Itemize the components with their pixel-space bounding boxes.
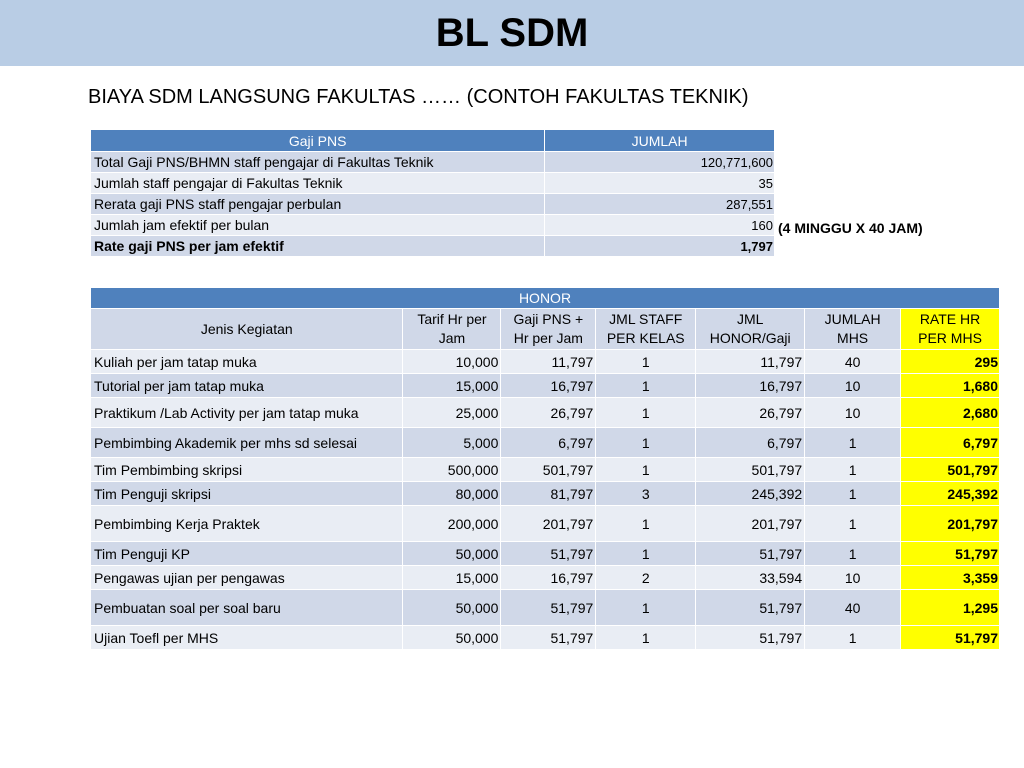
table-header-row (91, 309, 1000, 350)
jml-staff-cell: 1 (596, 458, 696, 482)
rate-cell: 6,797 (901, 428, 1000, 458)
jml-staff-cell: 1 (596, 428, 696, 458)
column-header-gaji-hr: Gaji PNS + Hr per Jam (501, 309, 596, 350)
column-header-rate: RATE HR PER MHS (901, 309, 1000, 350)
gaji-hr-cell: 16,797 (501, 374, 596, 398)
table-row (91, 458, 1000, 482)
kegiatan-cell: Tim Pembimbing skripsi (91, 458, 403, 482)
table-row (91, 194, 775, 215)
tarif-cell: 50,000 (403, 590, 501, 626)
kegiatan-cell: Kuliah per jam tatap muka (91, 350, 403, 374)
jml-staff-cell: 1 (596, 350, 696, 374)
jml-honor-cell: 16,797 (696, 374, 805, 398)
jumlah-mhs-cell: 40 (805, 590, 901, 626)
jumlah-mhs-cell: 10 (805, 566, 901, 590)
rate-cell: 3,359 (901, 566, 1000, 590)
jumlah-mhs-cell: 40 (805, 350, 901, 374)
slide-subtitle: BIAYA SDM LANGSUNG FAKULTAS …… (CONTOH FAKULTAS TEKNIK) (88, 86, 749, 108)
column-header-jenis-kegiatan: Jenis Kegiatan (91, 309, 403, 350)
slide-title: BL SDM (435, 10, 589, 55)
jml-staff-cell: 2 (596, 566, 696, 590)
kegiatan-cell: Pembimbing Akademik per mhs sd selesai (91, 428, 403, 458)
table-row (91, 215, 775, 236)
jumlah-mhs-cell: 1 (805, 458, 901, 482)
row-label: Rate gaji PNS per jam efektif (91, 236, 545, 257)
column-header-jumlah: JUMLAH (545, 130, 775, 152)
table-row (91, 566, 1000, 590)
jml-honor-cell: 11,797 (696, 350, 805, 374)
gaji-hr-cell: 201,797 (501, 506, 596, 542)
jml-staff-cell: 1 (596, 506, 696, 542)
row-value: 160 (545, 215, 775, 236)
jumlah-mhs-cell: 1 (805, 542, 901, 566)
table-row (91, 542, 1000, 566)
kegiatan-cell: Pembuatan soal per soal baru (91, 590, 403, 626)
gaji-hr-cell: 26,797 (501, 398, 596, 428)
jml-honor-cell: 33,594 (696, 566, 805, 590)
gaji-hr-cell: 11,797 (501, 350, 596, 374)
tarif-cell: 5,000 (403, 428, 501, 458)
rate-cell: 51,797 (901, 542, 1000, 566)
kegiatan-cell: Praktikum /Lab Activity per jam tatap muka (91, 398, 403, 428)
gaji-hr-cell: 6,797 (501, 428, 596, 458)
rate-cell: 245,392 (901, 482, 1000, 506)
rate-cell: 501,797 (901, 458, 1000, 482)
rate-cell: 2,680 (901, 398, 1000, 428)
jml-honor-cell: 6,797 (696, 428, 805, 458)
row-value: 1,797 (545, 236, 775, 257)
jumlah-mhs-cell: 1 (805, 428, 901, 458)
tarif-cell: 80,000 (403, 482, 501, 506)
row-label: Total Gaji PNS/BHMN staff pengajar di Fakultas Teknik (91, 152, 545, 173)
kegiatan-cell: Pembimbing Kerja Praktek (91, 506, 403, 542)
tarif-cell: 15,000 (403, 374, 501, 398)
kegiatan-cell: Tim Penguji KP (91, 542, 403, 566)
jml-staff-cell: 3 (596, 482, 696, 506)
row-label: Jumlah staff pengajar di Fakultas Teknik (91, 173, 545, 194)
gaji-hr-cell: 81,797 (501, 482, 596, 506)
tarif-cell: 50,000 (403, 626, 501, 650)
honor-section-row (91, 288, 1000, 309)
table-row (91, 173, 775, 194)
jml-honor-cell: 245,392 (696, 482, 805, 506)
kegiatan-cell: Ujian Toefl per MHS (91, 626, 403, 650)
gaji-hr-cell: 16,797 (501, 566, 596, 590)
jumlah-mhs-cell: 10 (805, 398, 901, 428)
table-row (91, 350, 1000, 374)
jml-staff-cell: 1 (596, 374, 696, 398)
tarif-cell: 15,000 (403, 566, 501, 590)
gaji-hr-cell: 51,797 (501, 590, 596, 626)
tarif-cell: 50,000 (403, 542, 501, 566)
column-header-jumlah-mhs: JUMLAH MHS (805, 309, 901, 350)
row-value: 287,551 (545, 194, 775, 215)
row-label: Jumlah jam efektif per bulan (91, 215, 545, 236)
title-bar (0, 0, 1024, 66)
table-row (91, 398, 1000, 428)
rate-cell: 201,797 (901, 506, 1000, 542)
jml-staff-cell: 1 (596, 626, 696, 650)
column-header-tarif: Tarif Hr per Jam (403, 309, 501, 350)
jumlah-mhs-cell: 10 (805, 374, 901, 398)
jml-honor-cell: 26,797 (696, 398, 805, 428)
row-value: 35 (545, 173, 775, 194)
jml-staff-cell: 1 (596, 590, 696, 626)
gaji-hr-cell: 51,797 (501, 542, 596, 566)
gaji-hr-cell: 51,797 (501, 626, 596, 650)
table-row (91, 626, 1000, 650)
jml-staff-cell: 1 (596, 542, 696, 566)
table-row (91, 482, 1000, 506)
honor-section-title: HONOR (91, 288, 1000, 309)
kegiatan-cell: Tim Penguji skripsi (91, 482, 403, 506)
row-value: 120,771,600 (545, 152, 775, 173)
column-header-gaji-pns: Gaji PNS (91, 130, 545, 152)
jml-honor-cell: 51,797 (696, 542, 805, 566)
tarif-cell: 500,000 (403, 458, 501, 482)
jumlah-mhs-cell: 1 (805, 482, 901, 506)
honor-table (90, 287, 1000, 650)
table-row (91, 374, 1000, 398)
kegiatan-cell: Pengawas ujian per pengawas (91, 566, 403, 590)
table-header-row (91, 130, 775, 152)
rate-cell: 51,797 (901, 626, 1000, 650)
jumlah-mhs-cell: 1 (805, 626, 901, 650)
jml-honor-cell: 201,797 (696, 506, 805, 542)
tarif-cell: 200,000 (403, 506, 501, 542)
jml-staff-cell: 1 (596, 398, 696, 428)
table-row (91, 506, 1000, 542)
rate-cell: 295 (901, 350, 1000, 374)
column-header-jml-honor: JML HONOR/Gaji (696, 309, 805, 350)
jam-efektif-note: (4 MINGGU X 40 JAM) (778, 220, 923, 236)
jml-honor-cell: 51,797 (696, 590, 805, 626)
table-row-total (91, 236, 775, 257)
gaji-pns-table (90, 129, 775, 257)
column-header-jml-staff: JML STAFF PER KELAS (596, 309, 696, 350)
jml-honor-cell: 501,797 (696, 458, 805, 482)
rate-cell: 1,680 (901, 374, 1000, 398)
tarif-cell: 10,000 (403, 350, 501, 374)
kegiatan-cell: Tutorial per jam tatap muka (91, 374, 403, 398)
row-label: Rerata gaji PNS staff pengajar perbulan (91, 194, 545, 215)
tarif-cell: 25,000 (403, 398, 501, 428)
gaji-hr-cell: 501,797 (501, 458, 596, 482)
jumlah-mhs-cell: 1 (805, 506, 901, 542)
rate-cell: 1,295 (901, 590, 1000, 626)
table-row (91, 428, 1000, 458)
jml-honor-cell: 51,797 (696, 626, 805, 650)
table-row (91, 152, 775, 173)
table-row (91, 590, 1000, 626)
